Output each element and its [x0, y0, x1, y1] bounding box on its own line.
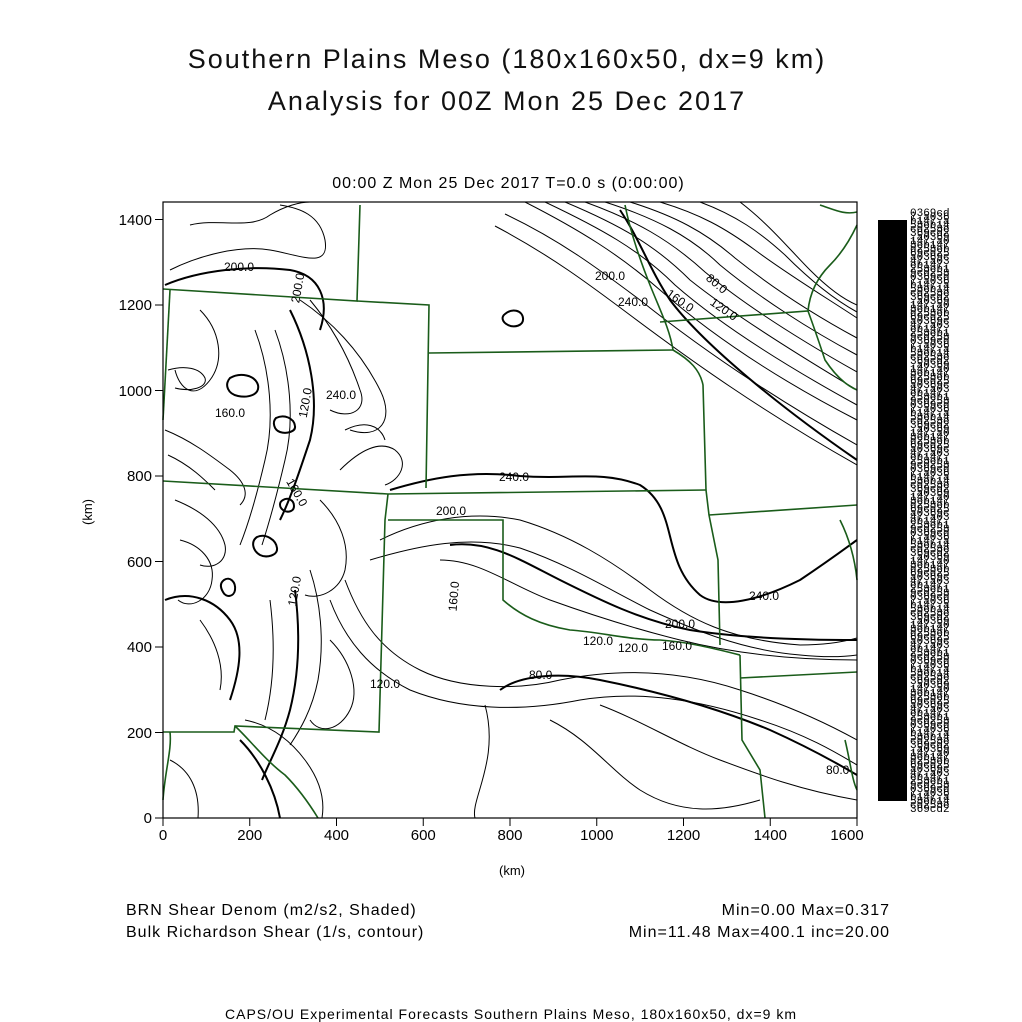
- y-tick-label: 1400: [118, 212, 152, 229]
- contour-label: 120.0: [583, 634, 614, 648]
- contour-line: [227, 375, 258, 397]
- contour-line: [330, 600, 857, 765]
- x-tick-label: 1200: [666, 827, 701, 844]
- contour-line: [262, 590, 298, 780]
- contour-line: [274, 416, 295, 432]
- contour-label: 160.0: [283, 475, 311, 509]
- shaded-min-max: Min=0.00 Max=0.317: [721, 902, 890, 919]
- contour-line: [550, 720, 760, 809]
- boundary-line: [709, 505, 857, 515]
- plot-frame: [163, 202, 857, 818]
- y-tick-label: 1000: [118, 383, 152, 400]
- boundary-line: [808, 225, 857, 311]
- contour-label: 200.0: [436, 504, 467, 518]
- contour-line: [175, 310, 219, 391]
- contour-line: [253, 536, 277, 556]
- contour-line: [305, 500, 346, 596]
- map-title-line-1: Southern Plains Meso (180x160x50, dx=9 km): [187, 44, 827, 74]
- contour-label: 120.0: [618, 641, 649, 655]
- boundary-line: [163, 290, 170, 420]
- plot-valid-time: 00:00 Z Mon 25 Dec 2017 T=0.0 s (0:00:00): [332, 175, 685, 192]
- contour-line: [190, 202, 310, 225]
- contour-line: [505, 214, 857, 445]
- boundary-line: [163, 732, 170, 800]
- y-tick-label: 200: [126, 725, 152, 742]
- y-axis: [155, 220, 163, 819]
- shaded-field-legend: BRN Shear Denom (m2/s2, Shaded): [126, 902, 417, 919]
- contour-label-layer: [215, 260, 850, 777]
- contour-label: 120.0: [370, 677, 401, 691]
- x-tick-label: 1000: [580, 827, 614, 844]
- x-tick-label: 1400: [753, 827, 787, 844]
- contour-line: [380, 516, 857, 645]
- contour-line: [165, 596, 239, 700]
- contour-label: 200.0: [665, 617, 696, 631]
- y-tick-label: 800: [126, 468, 152, 485]
- contour-label: 80.0: [703, 270, 731, 297]
- contour-line: [474, 705, 489, 818]
- contour-line: [168, 455, 215, 490]
- contour-line: [240, 330, 270, 545]
- contour-line: [200, 620, 221, 690]
- y-tick-labels: [119, 212, 152, 827]
- contour-label: 240.0: [749, 589, 780, 603]
- contour-line: [178, 540, 212, 604]
- x-tick-label: 200: [237, 827, 263, 844]
- x-tick-label: 1600: [830, 827, 864, 844]
- contour-line: [170, 760, 198, 818]
- boundary-line: [740, 655, 765, 818]
- contour-label: 240.0: [326, 388, 357, 402]
- x-tick-label: 0: [158, 827, 168, 844]
- contour-line: [221, 579, 235, 596]
- contour-label: 200.0: [595, 269, 626, 283]
- contour-line: [262, 330, 290, 545]
- contour-label: 160.0: [663, 286, 697, 316]
- boundary-line: [740, 672, 857, 678]
- contour-line: [500, 676, 857, 775]
- contour-min-max: Min=11.48 Max=400.1 inc=20.00: [628, 924, 890, 941]
- boundary-line: [820, 205, 857, 213]
- colorbar: [878, 220, 907, 801]
- y-axis-label: (km): [80, 499, 95, 525]
- contour-line: [565, 202, 857, 390]
- map-title-line-2: Analysis for 00Z Mon 25 Dec 2017: [267, 86, 747, 116]
- contour-label: 80.0: [529, 668, 553, 682]
- y-tick-label: 1200: [118, 297, 152, 314]
- x-tick-label: 600: [410, 827, 436, 844]
- contour-field-legend: Bulk Richardson Shear (1/s, contour): [126, 924, 425, 941]
- contour-label: 200.0: [288, 271, 308, 304]
- contour-label: 120.0: [707, 294, 741, 324]
- y-tick-label: 400: [126, 639, 152, 656]
- contour-label: 200.0: [224, 260, 255, 274]
- contour-label: 160.0: [445, 580, 463, 612]
- x-axis: [163, 818, 857, 826]
- boundary-line: [388, 520, 740, 655]
- y-tick-label: 0: [143, 810, 152, 827]
- contour-label: 160.0: [662, 639, 693, 653]
- contour-line: [700, 202, 857, 312]
- contour-line: [340, 446, 402, 485]
- contour-label: 120.0: [285, 575, 305, 608]
- state-boundaries: [163, 205, 857, 818]
- contour-line: [265, 600, 273, 720]
- x-tick-label: 800: [497, 827, 523, 844]
- contour-label: 240.0: [618, 295, 649, 309]
- x-axis-label: (km): [499, 863, 525, 878]
- contour-line: [503, 311, 523, 327]
- contour-line: [168, 368, 205, 390]
- contour-label: 240.0: [499, 470, 530, 484]
- contour-line: [345, 580, 857, 740]
- colorbar-labels: 0369cd 7.a036 b147.a 58eb14 cd258e 369cd2 .a0369 147.a0 8eb147 d258eb 69cd25 a0369c 47.a03 eb147. 258eb1 9cd258 0369cd 7.a036 b147.a 58eb14 cd258e 369cd2 .a0369 147.a0 8eb147 d258eb 69cd25 a0369c 47.a03 eb147. 258eb1 9cd258 0369cd 7.a036 b147.a 58eb14 cd258e 369cd2 .a0369 147.a0 8eb147 d258eb 69cd25 a0369c 47.a03 eb147. 258eb1 9cd258 0369cd 7.a036 b147.a 58eb14 cd258e 369cd2 .a0369 147.a0 8eb147 d258eb 69cd25 a0369c 47.a03 eb147. 258eb1 9cd258 0369cd 7.a036 b147.a 58eb14 cd258e 369cd2 .a0369 147.a0 8eb147 d258eb 69cd25 a0369c 47.a03 eb147. 258eb1 9cd258 0369cd 7.a036 b147.a 58eb14 cd258e 369cd2 .a0369 147.a0 8eb147 d258eb 69cd25 a0369c 47.a03 eb147. 258eb1 9cd258 0369cd 7.a036 b147.a 58eb14 cd258e 369cd2 .a0369 147.a0 8eb147 d258eb 69cd25 a0369c 47.a03 eb147. 258eb1 9cd258 0369cd 7.a036 b147.a 58eb14 cd258e 369cd2 .a0369 147.a0 8eb147 d258eb 69cd25 a0369c 47.a03 eb147. 258eb1 9cd258 0369cd 7.a036 b147.a 58eb14 cd258e 369cd2 .a0369 147.a0 8eb147 d258eb 69cd25 a0369c 47.a03 eb147. 258eb1 9cd258 0369cd 7.a036 b147.a 58eb14 cd258e 369cd2: [910, 208, 950, 816]
- contour-line: [245, 720, 323, 818]
- contour-line: [165, 430, 245, 505]
- y-tick-label: 600: [126, 554, 152, 571]
- boundary-line: [429, 350, 673, 353]
- x-tick-label: 400: [323, 827, 350, 844]
- x-tick-labels: [159, 827, 864, 844]
- contour-line: [175, 500, 225, 566]
- contour-label: 80.0: [826, 763, 850, 777]
- footer-caption: CAPS/OU Experimental Forecasts Southern Plains Meso, 180x160x50, dx=9 km: [225, 1006, 797, 1022]
- contour-label: 120.0: [295, 386, 315, 419]
- contour-label: 160.0: [215, 406, 246, 420]
- boundary-line: [357, 301, 429, 488]
- contour-field: [165, 202, 857, 818]
